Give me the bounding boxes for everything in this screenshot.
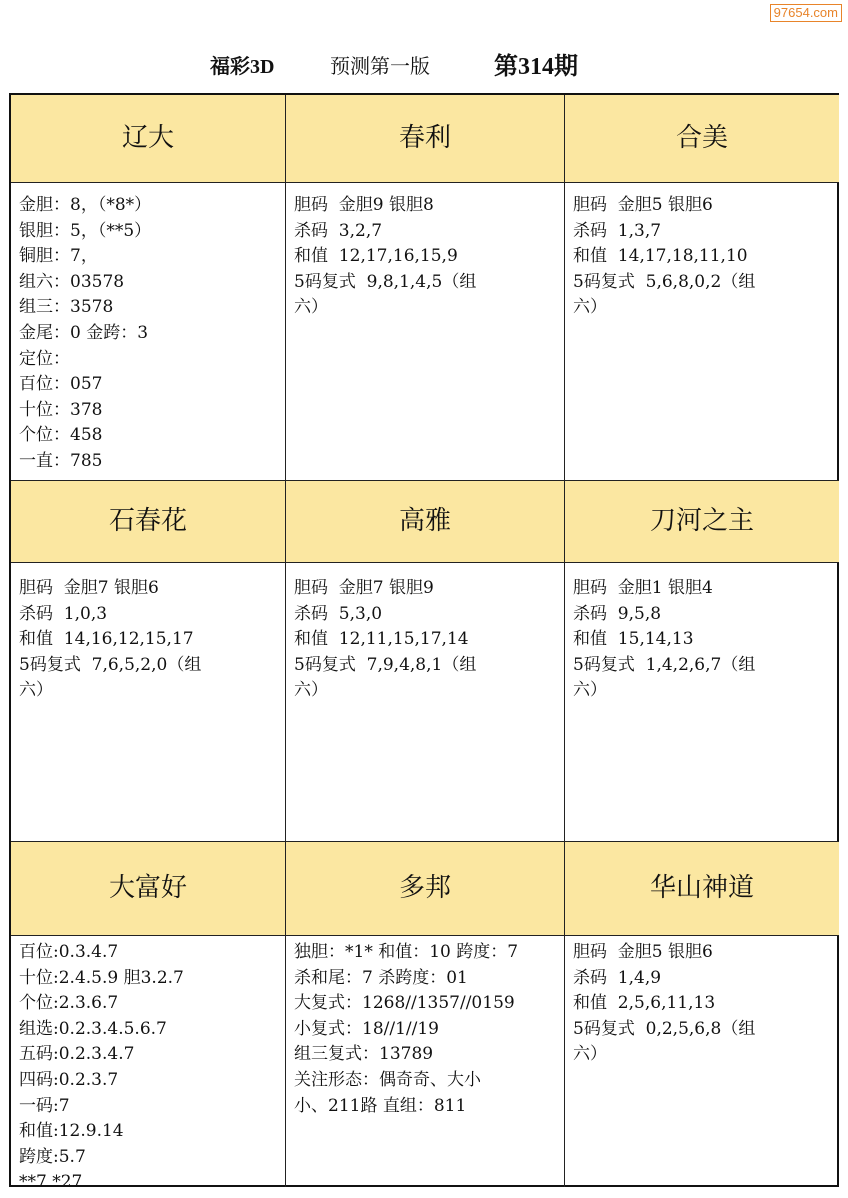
prediction-line: 和值 12,17,16,15,9	[294, 246, 458, 267]
prediction-line: 一码:7	[19, 1095, 70, 1116]
expert-predictions	[19, 940, 279, 1196]
prediction-line: 杀码 1,3,7	[573, 220, 662, 241]
expert-name: 高雅	[286, 481, 564, 563]
expert-predictions	[294, 193, 558, 321]
page-header	[0, 40, 848, 84]
prediction-line: 组三：3578	[19, 297, 114, 318]
expert-card	[11, 842, 286, 1193]
prediction-line: 六）	[19, 680, 53, 701]
prediction-line: 胆码 金胆7 银胆9	[294, 578, 434, 598]
prediction-line: 十位:2.4.5.9 胆3.2.7	[19, 967, 184, 988]
expert-card	[286, 481, 565, 842]
expert-card	[11, 95, 286, 481]
prediction-line: 杀码 1,4,9	[573, 967, 662, 988]
prediction-line: **7 *27	[19, 1172, 83, 1193]
expert-predictions	[19, 193, 279, 475]
prediction-line: 大复式：1268//1357//0159	[294, 993, 515, 1014]
prediction-line: 5码复式 7,6,5,2,0（组	[19, 654, 202, 675]
expert-card	[565, 842, 839, 1187]
expert-card	[565, 481, 839, 842]
prediction-line: 六）	[294, 297, 328, 318]
prediction-line: 杀和尾：7 杀跨度：01	[294, 967, 468, 988]
expert-name: 大富好	[11, 842, 285, 936]
prediction-line: 杀码 1,0,3	[19, 603, 108, 624]
prediction-line: 5码复式 0,2,5,6,8（组	[573, 1018, 756, 1039]
expert-predictions	[573, 940, 833, 1068]
prediction-line: 五码:0.2.3.4.7	[19, 1044, 135, 1065]
prediction-line: 5码复式 1,4,2,6,7（组	[573, 654, 756, 675]
prediction-line: 跨度:5.7	[19, 1146, 86, 1167]
expert-predictions	[573, 193, 833, 321]
prediction-line: 胆码 金胆9 银胆8	[294, 195, 434, 215]
prediction-line: 百位:0.3.4.7	[19, 942, 119, 962]
prediction-line: 一直：785	[19, 450, 103, 471]
prediction-line: 和值 12,11,15,17,14	[294, 629, 469, 650]
prediction-line: 和值 2,5,6,11,13	[573, 993, 716, 1014]
prediction-line: 百位：057	[19, 374, 103, 395]
expert-name: 多邦	[286, 842, 564, 936]
prediction-line: 杀码 9,5,8	[573, 603, 662, 624]
prediction-line: 银胆：5，（**5）	[19, 220, 152, 241]
expert-predictions	[294, 940, 558, 1119]
expert-name: 刀河之主	[565, 481, 839, 563]
prediction-line: 5码复式 9,8,1,4,5（组	[294, 271, 477, 292]
prediction-line: 5码复式 7,9,4,8,1（组	[294, 654, 477, 675]
prediction-line: 小复式：18//1//19	[294, 1018, 439, 1039]
prediction-line: 胆码 金胆7 银胆6	[19, 578, 159, 598]
prediction-line: 六）	[294, 680, 328, 701]
expert-card	[565, 95, 839, 481]
prediction-line: 十位：378	[19, 399, 103, 420]
prediction-line: 和值 14,16,12,15,17	[19, 629, 194, 650]
prediction-line: 组三复式：13789	[294, 1044, 434, 1065]
prediction-line: 六）	[573, 297, 607, 318]
prediction-line: 胆码 金胆1 银胆4	[573, 578, 713, 598]
prediction-line: 和值 15,14,13	[573, 629, 694, 650]
prediction-line: 和值 14,17,18,11,10	[573, 246, 748, 267]
prediction-line: 定位：	[19, 348, 70, 369]
expert-name: 春利	[286, 95, 564, 183]
prediction-line: 独胆：*1* 和值：10 跨度：7	[294, 942, 519, 962]
expert-card	[286, 95, 565, 481]
expert-name: 辽大	[11, 95, 285, 183]
expert-name: 石春花	[11, 481, 285, 563]
prediction-line: 关注形态：偶奇奇、大小	[294, 1069, 481, 1090]
expert-card	[286, 842, 565, 1187]
prediction-line: 组选:0.2.3.4.5.6.7	[19, 1018, 167, 1039]
expert-predictions	[19, 576, 279, 704]
issue-number: 第314期	[494, 54, 578, 80]
prediction-line: 金尾：0 金跨：3	[19, 322, 149, 343]
prediction-line: 5码复式 5,6,8,0,2（组	[573, 271, 756, 292]
prediction-line: 个位:2.3.6.7	[19, 993, 119, 1014]
prediction-line: 和值:12.9.14	[19, 1121, 124, 1142]
prediction-line: 胆码 金胆5 银胆6	[573, 942, 713, 962]
expert-name: 华山神道	[565, 842, 839, 936]
prediction-line: 组六：03578	[19, 271, 125, 292]
expert-name: 合美	[565, 95, 839, 183]
prediction-line: 四码:0.2.3.7	[19, 1069, 119, 1090]
prediction-line: 杀码 3,2,7	[294, 220, 383, 241]
prediction-line: 个位：458	[19, 425, 103, 446]
edition-title: 预测第一版	[330, 56, 430, 78]
watermark: 97654.com	[770, 4, 842, 22]
prediction-line: 铜胆：7，	[19, 246, 98, 267]
expert-predictions	[294, 576, 558, 704]
lottery-title: 福彩3D	[210, 56, 275, 78]
prediction-line: 六）	[573, 1044, 607, 1065]
prediction-grid	[9, 93, 839, 1193]
prediction-line: 六）	[573, 680, 607, 701]
expert-card	[11, 481, 286, 842]
prediction-line: 金胆：8，（*8*）	[19, 195, 152, 215]
prediction-line: 胆码 金胆5 银胆6	[573, 195, 713, 215]
expert-predictions	[573, 576, 833, 704]
prediction-line: 杀码 5,3,0	[294, 603, 383, 624]
prediction-line: 小、211路 直组：811	[294, 1095, 467, 1116]
